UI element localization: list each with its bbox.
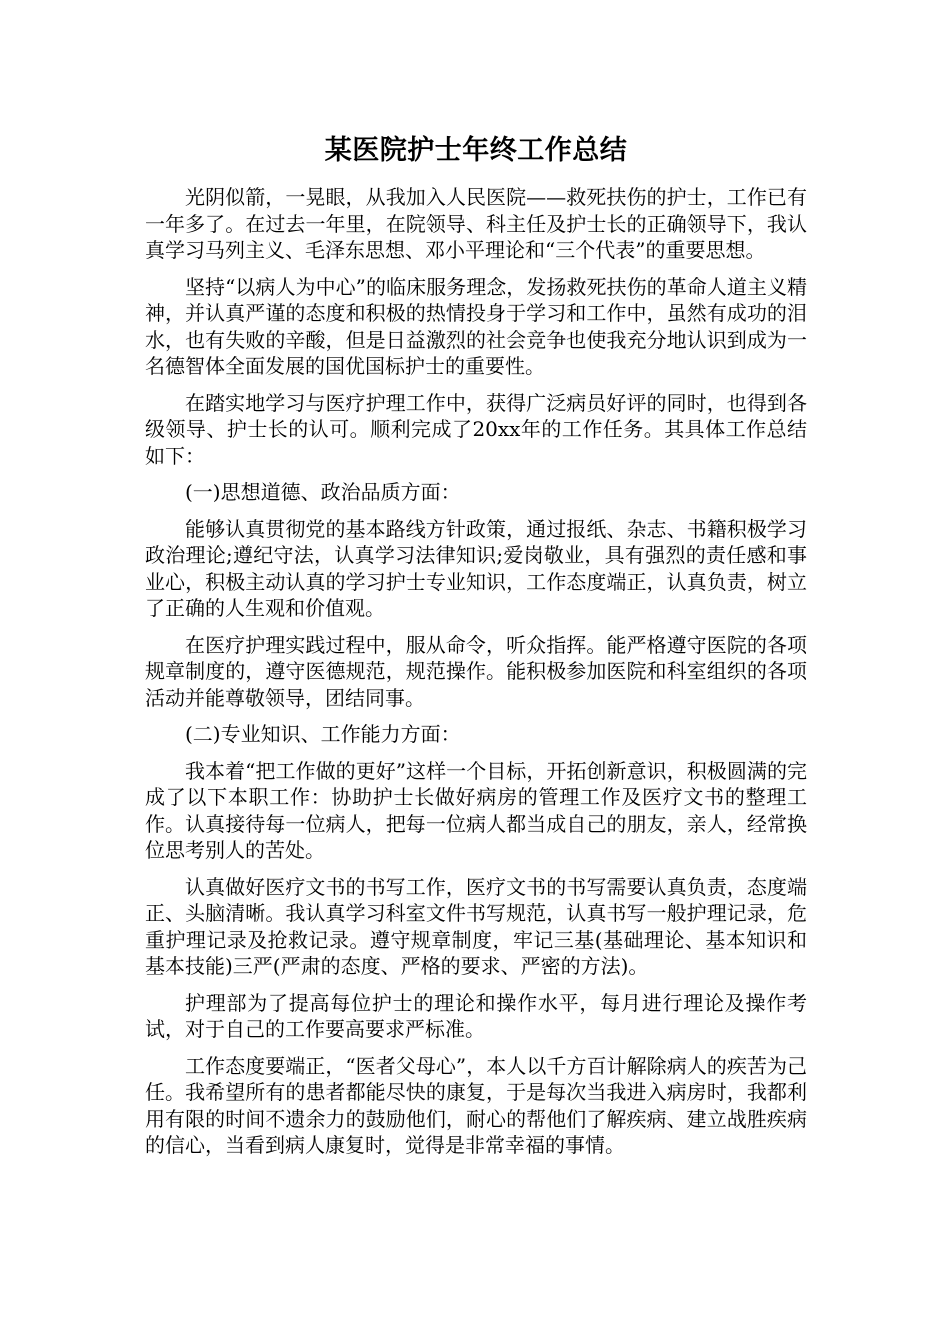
document-title: 某医院护士年终工作总结 [324, 135, 628, 166]
paragraph-attitude: 工作态度要端正，“医者父母心”，本人以千方百计解除病人的疾苦为己任。我希望所有的患者都能尽快的康复，于是每次当我进入病房时，我都利用有限的时间不遗余力的鼓励他们，耐心的帮他们了解疾病、建立战胜疾病的信心，当看到病人康复时，觉得是非常幸福的事情。 [145, 1053, 807, 1157]
paragraph-practice: 在医疗护理实践过程中，服从命令，听众指挥。能严格遵守医院的各项规章制度的，遵守医德规范，规范操作。能积极参加医院和科室组织的各项活动并能尊敬领导，团结同事。 [145, 632, 807, 710]
section-heading-ethics: (一)思想道德、政治品质方面： [185, 480, 461, 504]
paragraph-intro: 光阴似箭，一晃眼，从我加入人民医院——救死扶伤的护士，工作已有一年多了。在过去一年里，在院领导、科主任及护士长的正确领导下，我认真学习马列主义、毛泽东思想、邓小平理论和“三个代表”的重要思想。 [145, 185, 807, 262]
paragraph-duties: 我本着“把工作做的更好”这样一个目标，开拓创新意识，积极圆满的完成了以下本职工作：协助护士长做好病房的管理工作及医疗文书的整理工作。认真接待每一位病人，把每一位病人都当成自己的朋友，亲人，经常换位思考别人的苦处。 [145, 758, 807, 862]
section-heading-skills: (二)专业知识、工作能力方面： [185, 722, 461, 746]
paragraph-training: 护理部为了提高每位护士的理论和操作水平，每月进行理论及操作考试，对于自己的工作要高要求严标准。 [145, 990, 807, 1041]
paragraph-philosophy: 坚持“以病人为中心”的临床服务理念，发扬救死扶伤的革命人道主义精神，并认真严谨的态度和积极的热情投身于学习和工作中，虽然有成功的泪水，也有失败的辛酸，但是日益激烈的社会竞争也使我充分地认识到成为一名德智体全面发展的国优国标护士的重要性。 [145, 274, 807, 378]
paragraph-documentation: 认真做好医疗文书的书写工作，医疗文书的书写需要认真负责，态度端正、头脑清晰。我认真学习科室文件书写规范，认真书写一般护理记录，危重护理记录及抢救记录。遵守规章制度，牢记三基(基础理论、基本知识和基本技能)三严(严肃的态度、严格的要求、严密的方法)。 [145, 874, 807, 978]
document-body [145, 128, 807, 1169]
paragraph-ethics: 能够认真贯彻党的基本路线方针政策，通过报纸、杂志、书籍积极学习政治理论;遵纪守法，认真学习法律知识;爱岗敬业，具有强烈的责任感和事业心，积极主动认真的学习护士专业知识，工作态度端正，认真负责，树立了正确的人生观和价值观。 [145, 516, 807, 620]
paragraph-summary-intro: 在踏实地学习与医疗护理工作中，获得广泛病员好评的同时，也得到各级领导、护士长的认可。顺利完成了20xx年的工作任务。其具体工作总结如下： [145, 390, 807, 468]
